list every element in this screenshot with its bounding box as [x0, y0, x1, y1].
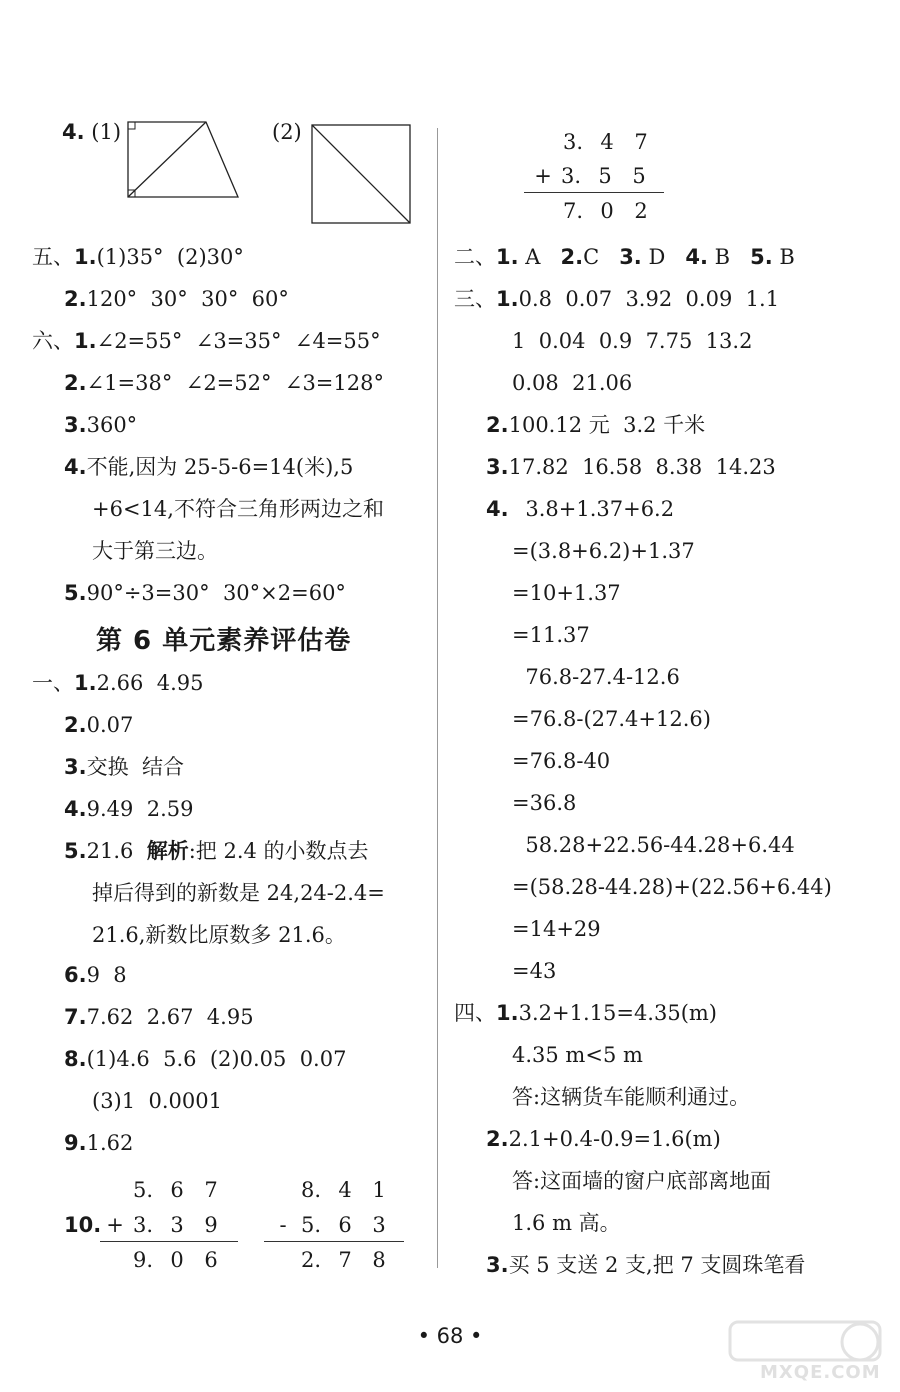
- square-figure: [310, 123, 412, 225]
- section-6-q3: 3.360°: [64, 413, 138, 437]
- watermark-logo: [720, 1318, 895, 1388]
- section-6-q1: 六、1.∠2=55° ∠3=35° ∠4=55°: [32, 329, 381, 353]
- section-5-q1: 五、1.(1)35° (2)30°: [32, 245, 244, 269]
- section-3-q1-line2: 1 0.04 0.9 7.75 13.2: [512, 329, 753, 353]
- section-1-q6: 6.9 8: [64, 963, 127, 987]
- v2-row3: 2. 7 8: [300, 1248, 386, 1272]
- v1-rule: [100, 1241, 238, 1242]
- section-5-q2: 2.120° 30° 30° 60°: [64, 287, 289, 311]
- unit-title: 第 6 单元素养评估卷: [96, 626, 352, 656]
- section-1-q1: 一、1.2.66 4.95: [32, 671, 204, 695]
- section-6-q4-line2: +6<14,不符合三角形两边之和: [92, 497, 384, 521]
- question-4: 4. (1): [62, 120, 122, 144]
- section-3-q2: 2.100.12 元 3.2 千米: [486, 413, 706, 437]
- trapezoid-figure: [126, 120, 246, 200]
- section-1-q5: 5.21.6 解析:把 2.4 的小数点去: [64, 839, 369, 863]
- section-1-q8-line2: (3)1 0.0001: [92, 1089, 222, 1113]
- calc-line: 58.28+22.56-44.28+6.44: [512, 833, 795, 857]
- calc-line: =11.37: [512, 623, 590, 647]
- section-3-q1-line3: 0.08 21.06: [512, 371, 633, 395]
- calc-line: =(58.28-44.28)+(22.56+6.44): [512, 875, 832, 899]
- v3-rule: [524, 192, 664, 193]
- section-1-q7: 7.7.62 2.67 4.95: [64, 1005, 254, 1029]
- v2-rule: [264, 1241, 404, 1242]
- v2-row2: - 5. 6 3: [279, 1213, 386, 1237]
- calc-line: =14+29: [512, 917, 601, 941]
- figure-2-label: (2): [272, 120, 302, 144]
- section-3-q4-label: 4.: [486, 497, 509, 521]
- v1-row2: + 3. 3 9: [106, 1213, 218, 1237]
- v1-row3: 9. 0 6: [132, 1248, 218, 1272]
- section-4-q2: 2.2.1+0.4-0.9=1.6(m): [486, 1127, 721, 1151]
- section-4-q1: 四、1.3.2+1.15=4.35(m): [454, 1001, 717, 1025]
- section-1-q4: 4.9.49 2.59: [64, 797, 194, 821]
- section-3-q3: 3.17.82 16.58 8.38 14.23: [486, 455, 776, 479]
- section-6-q5: 5.90°÷3=30° 30°×2=60°: [64, 581, 346, 605]
- section-2-answers: 二、1. A 2.C 3. D 4. B 5. B: [454, 245, 795, 269]
- calc-line: =76.8-40: [512, 749, 611, 773]
- calc-line: =(3.8+6.2)+1.37: [512, 539, 695, 563]
- section-6-q2: 2.∠1=38° ∠2=52° ∠3=128°: [64, 371, 384, 395]
- page-number: • 68 •: [417, 1324, 483, 1348]
- calc-line: =76.8-(27.4+12.6): [512, 707, 711, 731]
- section-1-q2: 2.0.07: [64, 713, 134, 737]
- column-divider: [437, 128, 438, 1268]
- section-1-q5-line3: 21.6,新数比原数多 21.6。: [92, 923, 346, 947]
- section-4-q3: 3.买 5 支送 2 支,把 7 支圆珠笔看: [486, 1253, 806, 1277]
- calc-line: =43: [512, 959, 557, 983]
- v3-row3: 7. 0 2: [562, 199, 648, 223]
- v3-row1: 3. 4 7: [562, 130, 648, 154]
- section-1-q9: 9.1.62: [64, 1131, 134, 1155]
- calc-line: 76.8-27.4-12.6: [512, 665, 680, 689]
- v3-row2: + 3. 5 5: [534, 164, 646, 188]
- section-6-q4-line3: 大于第三边。: [92, 539, 218, 563]
- section-1-q3: 3.交换 结合: [64, 755, 184, 779]
- section-4-q1-answer: 答:这辆货车能顺利通过。: [512, 1085, 751, 1109]
- watermark-text: MXQE.COM: [760, 1362, 881, 1383]
- calc-line: 3.8+1.37+6.2: [512, 497, 675, 521]
- section-1-q10-label: 10.: [64, 1213, 102, 1237]
- section-1-q8: 8.(1)4.6 5.6 (2)0.05 0.07: [64, 1047, 347, 1071]
- section-4-q1-line2: 4.35 m<5 m: [512, 1043, 643, 1067]
- section-4-q2-answer: 答:这面墙的窗户底部离地面: [512, 1169, 772, 1193]
- calc-line: =36.8: [512, 791, 577, 815]
- section-3-q1: 三、1.0.8 0.07 3.92 0.09 1.1: [454, 287, 780, 311]
- v2-row1: 8. 4 1: [300, 1178, 386, 1202]
- section-1-q5-line2: 掉后得到的新数是 24,24-2.4=: [92, 881, 385, 905]
- section-6-q4: 4.不能,因为 25-5-6=14(米),5: [64, 455, 354, 479]
- v1-row1: 5. 6 7: [132, 1178, 218, 1202]
- calc-line: =10+1.37: [512, 581, 621, 605]
- section-4-q2-line3: 1.6 m 高。: [512, 1211, 621, 1235]
